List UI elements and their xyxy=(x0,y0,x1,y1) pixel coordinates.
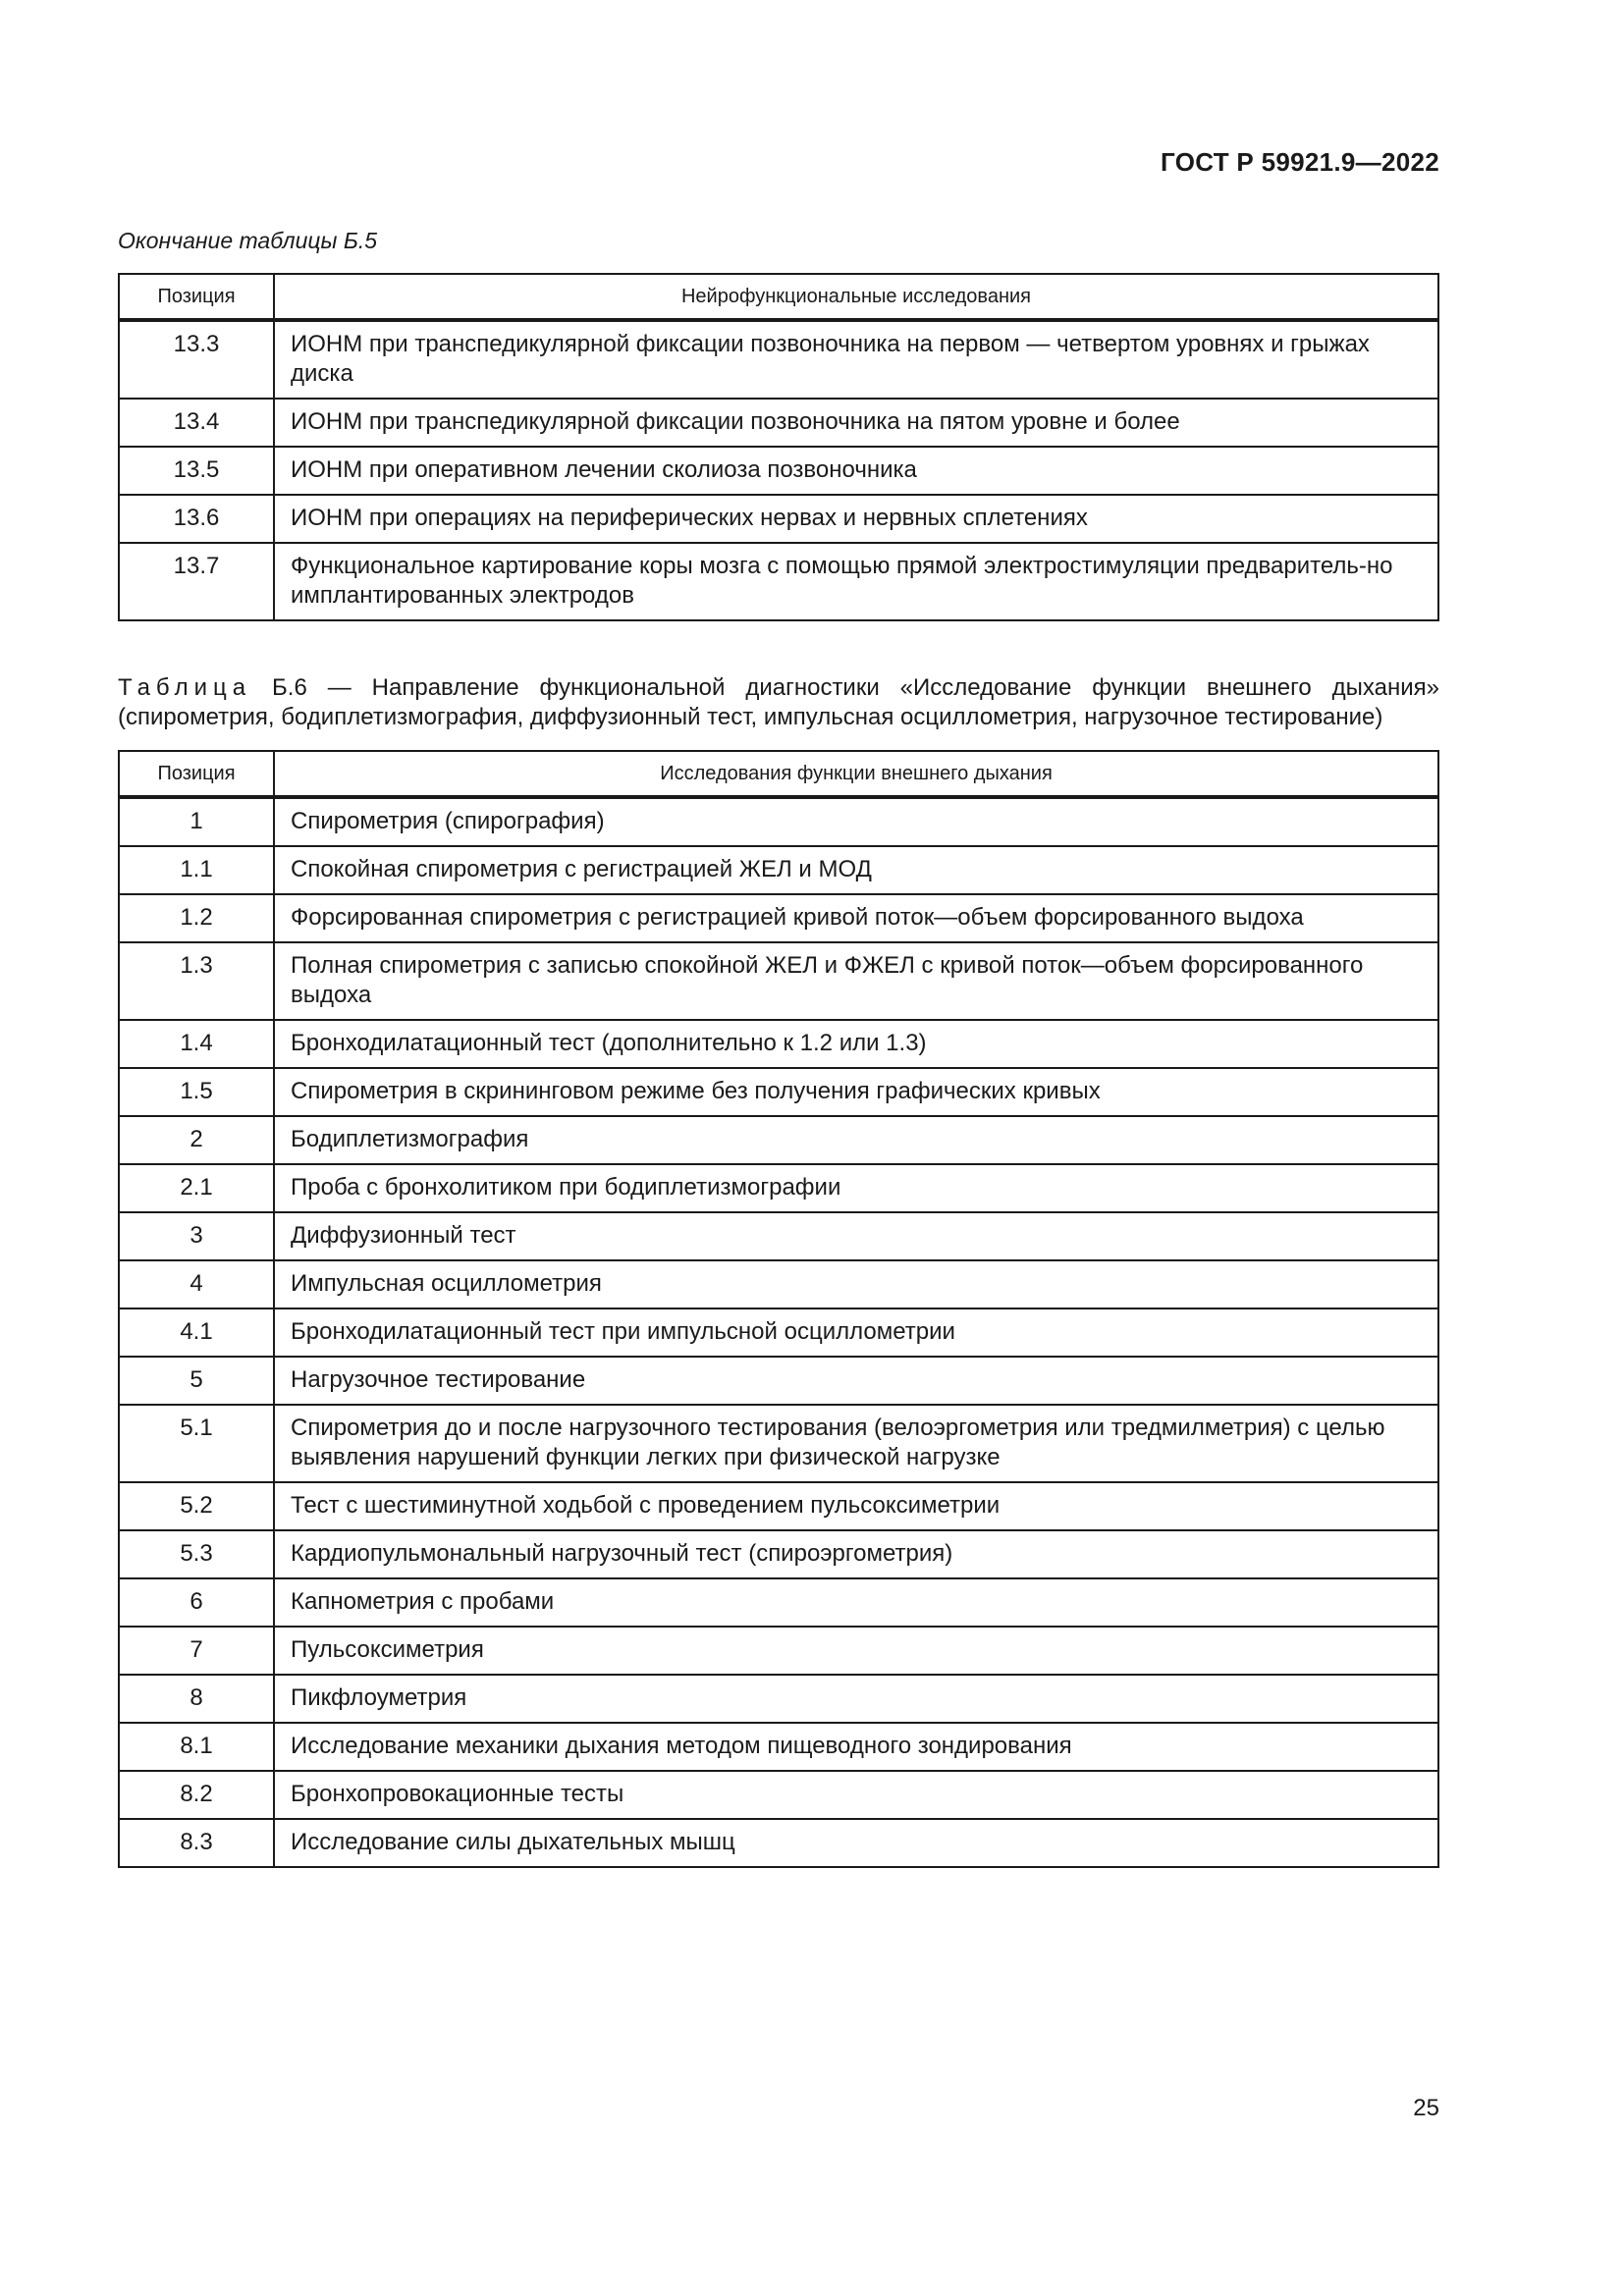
table-row xyxy=(119,797,1438,846)
row-position: 5.1 xyxy=(119,1405,274,1482)
table-row xyxy=(119,1260,1438,1308)
row-description: Форсированная спирометрия с регистрацией кривой поток—объем форсированного выдоха xyxy=(274,894,1438,942)
row-position: 8.3 xyxy=(119,1819,274,1867)
row-position: 13.5 xyxy=(119,447,274,495)
table-row xyxy=(119,1164,1438,1212)
row-position: 4 xyxy=(119,1260,274,1308)
column-header-title: Исследования функции внешнего дыхания xyxy=(274,751,1438,797)
row-position: 2.1 xyxy=(119,1164,274,1212)
row-description: Пульсоксиметрия xyxy=(274,1627,1438,1675)
row-description: Спирометрия (спирография) xyxy=(274,797,1438,846)
row-position: 4.1 xyxy=(119,1308,274,1357)
table-row xyxy=(119,320,1438,399)
row-position: 8.1 xyxy=(119,1723,274,1771)
row-position: 13.6 xyxy=(119,495,274,543)
row-position: 5.3 xyxy=(119,1530,274,1578)
row-description: ИОНМ при транспедикулярной фиксации позвоночника на первом — четвертом уровнях и грыжах диска xyxy=(274,320,1438,399)
row-position: 1.4 xyxy=(119,1020,274,1068)
table-row xyxy=(119,1482,1438,1530)
row-position: 1.1 xyxy=(119,846,274,894)
row-description: Проба с бронхолитиком при бодиплетизмографии xyxy=(274,1164,1438,1212)
table-header-row xyxy=(119,274,1438,320)
table-row xyxy=(119,1308,1438,1357)
row-position: 1 xyxy=(119,797,274,846)
row-position: 13.3 xyxy=(119,320,274,399)
table-b6-caption-text: Б.6 — Направление функциональной диагностики «Исследование функции внешнего дыхания» (спирометрия, бодиплетизмография, диффузионный тест, импульсная осциллометрия, нагрузочное тестирование) xyxy=(118,674,1439,730)
row-position: 3 xyxy=(119,1212,274,1260)
row-description: Исследование силы дыхательных мышц xyxy=(274,1819,1438,1867)
table-row xyxy=(119,1578,1438,1627)
table-row xyxy=(119,1116,1438,1164)
row-position: 1.3 xyxy=(119,942,274,1020)
row-description: Бодиплетизмография xyxy=(274,1116,1438,1164)
table-row xyxy=(119,894,1438,942)
table-row xyxy=(119,399,1438,447)
row-position: 8 xyxy=(119,1675,274,1723)
table-row xyxy=(119,1771,1438,1819)
row-description: Бронходилатационный тест при импульсной осциллометрии xyxy=(274,1308,1438,1357)
table-row xyxy=(119,1020,1438,1068)
row-description: ИОНМ при транспедикулярной фиксации позвоночника на пятом уровне и более xyxy=(274,399,1438,447)
row-description: Тест с шестиминутной ходьбой с проведением пульсоксиметрии xyxy=(274,1482,1438,1530)
table-b5-caption: Окончание таблицы Б.5 xyxy=(118,228,378,253)
table-row xyxy=(119,1530,1438,1578)
row-position: 5.2 xyxy=(119,1482,274,1530)
row-description: ИОНМ при операциях на периферических нервах и нервных сплетениях xyxy=(274,495,1438,543)
row-description: Функциональное картирование коры мозга с помощью прямой электростимуляции предваритель-но имплантированных электродов xyxy=(274,543,1438,620)
table-header-row xyxy=(119,751,1438,797)
row-description: Исследование механики дыхания методом пищеводного зондирования xyxy=(274,1723,1438,1771)
table-row xyxy=(119,1405,1438,1482)
row-position: 5 xyxy=(119,1357,274,1405)
row-description: Капнометрия с пробами xyxy=(274,1578,1438,1627)
row-position: 6 xyxy=(119,1578,274,1627)
table-row xyxy=(119,1723,1438,1771)
table-row xyxy=(119,1212,1438,1260)
row-description: Импульсная осциллометрия xyxy=(274,1260,1438,1308)
table-b6 xyxy=(118,750,1439,1868)
row-position: 2 xyxy=(119,1116,274,1164)
row-position: 13.4 xyxy=(119,399,274,447)
table-row xyxy=(119,1068,1438,1116)
table-row xyxy=(119,1627,1438,1675)
table-row xyxy=(119,846,1438,894)
table-row xyxy=(119,495,1438,543)
row-position: 7 xyxy=(119,1627,274,1675)
document-code: ГОСТ Р 59921.9—2022 xyxy=(1161,147,1439,177)
table-row xyxy=(119,447,1438,495)
page-number: 25 xyxy=(1413,2095,1439,2121)
row-description: Спирометрия в скрининговом режиме без получения графических кривых xyxy=(274,1068,1438,1116)
row-description: Полная спирометрия с записью спокойной ЖЕЛ и ФЖЕЛ с кривой поток—объем форсированного выдоха xyxy=(274,942,1438,1020)
table-b6-caption xyxy=(118,673,1439,732)
row-description: Бронходилатационный тест (дополнительно к 1.2 или 1.3) xyxy=(274,1020,1438,1068)
row-description: ИОНМ при оперативном лечении сколиоза позвоночника xyxy=(274,447,1438,495)
row-description: Нагрузочное тестирование xyxy=(274,1357,1438,1405)
table-row xyxy=(119,543,1438,620)
column-header-title: Нейрофункциональные исследования xyxy=(274,274,1438,320)
row-position: 13.7 xyxy=(119,543,274,620)
row-description: Диффузионный тест xyxy=(274,1212,1438,1260)
table-label: Таблица xyxy=(118,674,252,701)
row-description: Кардиопульмональный нагрузочный тест (спироэргометрия) xyxy=(274,1530,1438,1578)
row-description: Спирометрия до и после нагрузочного тестирования (велоэргометрия или тредмилметрия) с целью выявления нарушений функции легких при физической нагрузке xyxy=(274,1405,1438,1482)
table-row xyxy=(119,1357,1438,1405)
row-description: Бронхопровокационные тесты xyxy=(274,1771,1438,1819)
row-position: 1.5 xyxy=(119,1068,274,1116)
column-header-position: Позиция xyxy=(119,274,274,320)
table-row xyxy=(119,1819,1438,1867)
table-row xyxy=(119,1675,1438,1723)
row-description: Спокойная спирометрия с регистрацией ЖЕЛ и МОД xyxy=(274,846,1438,894)
table-b5 xyxy=(118,273,1439,621)
column-header-position: Позиция xyxy=(119,751,274,797)
row-position: 1.2 xyxy=(119,894,274,942)
row-position: 8.2 xyxy=(119,1771,274,1819)
row-description: Пикфлоуметрия xyxy=(274,1675,1438,1723)
table-row xyxy=(119,942,1438,1020)
